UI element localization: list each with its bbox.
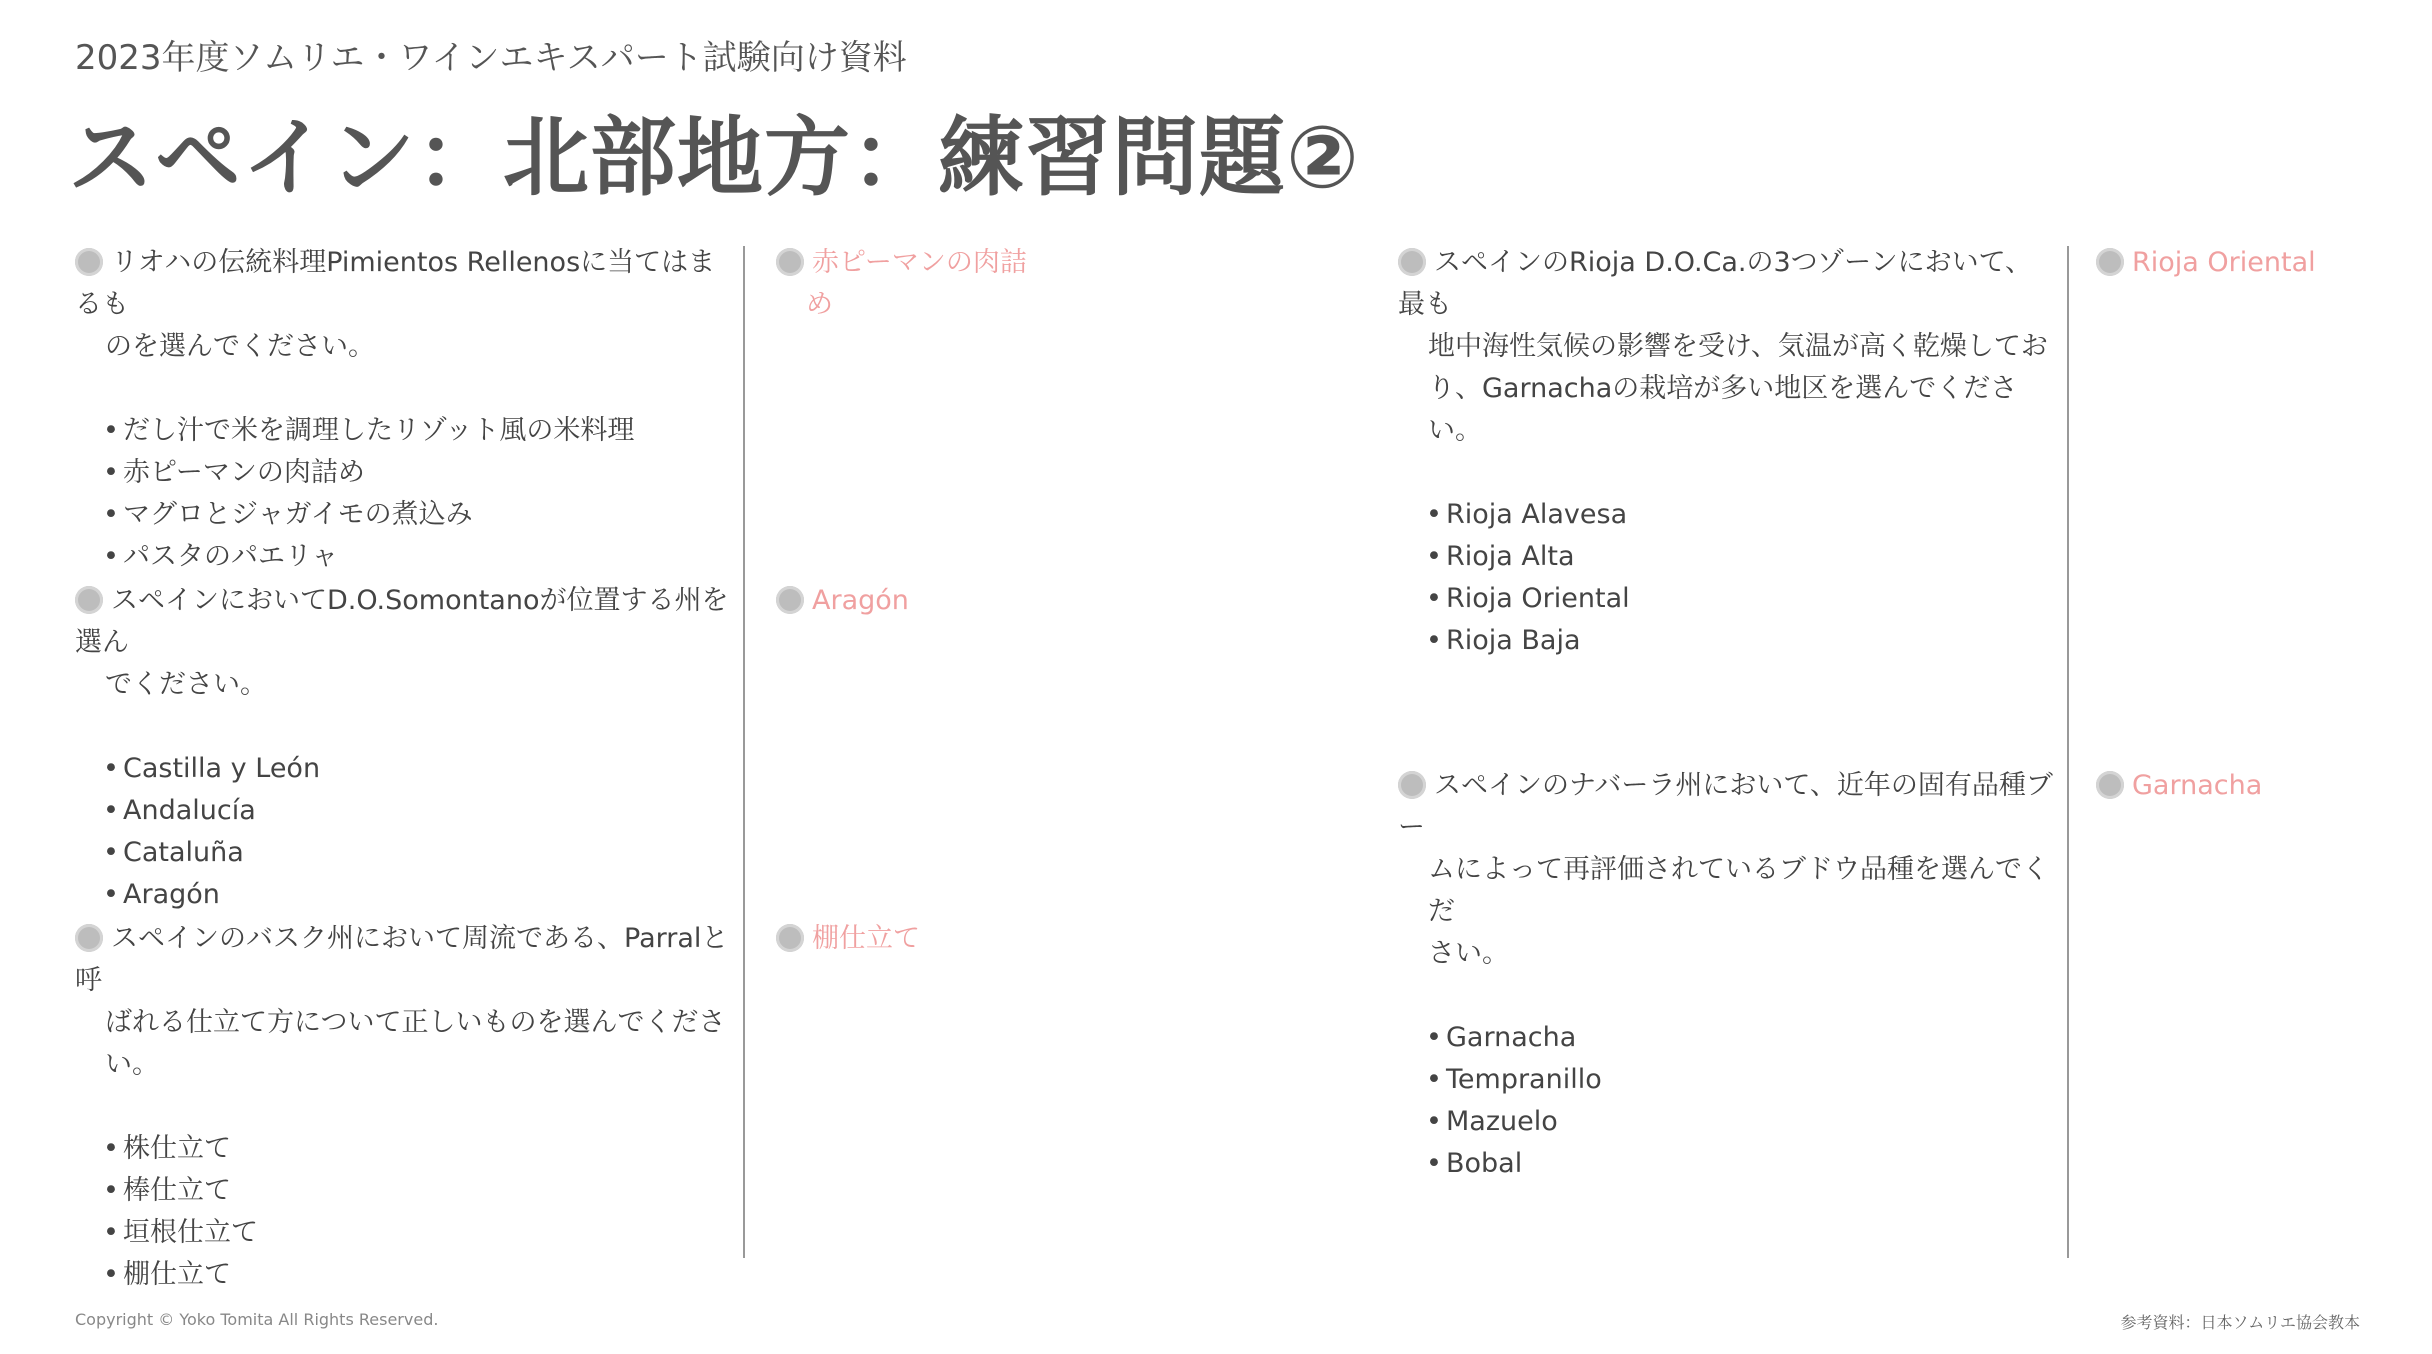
question-text-line: のを選んでください。 [105, 331, 375, 362]
option-item: • Rioja Oriental [1426, 578, 2058, 620]
option-list [75, 748, 735, 916]
question-text-line: スペインのRioja D.O.Ca.の3つゾーンにおいて、最も [1398, 247, 2033, 320]
bullet-dot-icon [1398, 771, 1426, 799]
bullet-dot-icon [75, 924, 103, 952]
answer-text: Garnacha [2132, 770, 2263, 801]
question-text-line: 地中海性気候の影響を受け、気温が高く乾燥してお [1428, 331, 2048, 362]
bullet-dot-icon [776, 924, 804, 952]
question-text-line: さい。 [1428, 938, 1509, 969]
column-divider-right [2067, 246, 2069, 1258]
question-text-line: リオハの伝統料理Pimientos Rellenosに当てはまるも [75, 247, 716, 320]
question-2 [75, 580, 735, 916]
bullet-dot-icon [2096, 248, 2124, 276]
option-item: • Mazuelo [1426, 1101, 2063, 1143]
answer-2 [776, 580, 1046, 622]
option-item: • Andalucía [103, 790, 735, 832]
answer-1 [776, 242, 1046, 326]
answer-text: 棚仕立て [812, 923, 920, 954]
option-item: • Rioja Baja [1426, 620, 2058, 662]
bullet-dot-icon [75, 586, 103, 614]
bullet-dot-icon [776, 248, 804, 276]
question-text-line: でください。 [105, 669, 267, 700]
option-item: • パスタのパエリャ [103, 536, 735, 578]
bullet-dot-icon [2096, 771, 2124, 799]
question-text-line: ムによって再評価されているブドウ品種を選んでくだ [1428, 854, 2049, 927]
question-text-line: スペインのナバーラ州において、近年の固有品種ブー [1398, 770, 2053, 843]
bullet-dot-icon [1398, 248, 1426, 276]
option-item: • だし汁で米を調理したリゾット風の米料理 [103, 410, 735, 452]
question-3 [75, 918, 735, 1296]
reference-note: 参考資料：日本ソムリエ協会教本 [2120, 1313, 2360, 1332]
option-list [75, 410, 735, 578]
option-item: • Rioja Alta [1426, 536, 2058, 578]
question-1 [75, 242, 735, 578]
answer-text: Rioja Oriental [2132, 247, 2316, 278]
option-item: • 赤ピーマンの肉詰め [103, 452, 735, 494]
option-item: • Bobal [1426, 1143, 2063, 1185]
question-5 [1398, 765, 2063, 1185]
question-text-line: り、Garnachaの栽培が多い地区を選んでください。 [1428, 373, 2018, 446]
option-item: • 垣根仕立て [103, 1212, 735, 1254]
option-item: • Tempranillo [1426, 1059, 2063, 1101]
column-divider-left [743, 246, 745, 1258]
option-item: • 棒仕立て [103, 1170, 735, 1212]
bullet-dot-icon [75, 248, 103, 276]
answer-5 [2096, 765, 2396, 807]
answer-4 [2096, 242, 2396, 284]
option-list [1398, 494, 2058, 662]
copyright: Copyright © Yoko Tomita All Rights Reserved. [75, 1310, 439, 1329]
page-title: スペイン：北部地方：練習問題② [68, 108, 1360, 208]
option-item: • マグロとジャガイモの煮込み [103, 494, 735, 536]
question-4 [1398, 242, 2058, 662]
question-text-line: スペインのバスク州において周流である、Parralと呼 [75, 923, 729, 996]
question-text-line: い。 [105, 1049, 159, 1080]
answer-3 [776, 918, 1046, 960]
question-text-line: スペインにおいてD.O.Somontanoが位置する州を選ん [75, 585, 729, 658]
option-item: • Garnacha [1426, 1017, 2063, 1059]
bullet-dot-icon [776, 586, 804, 614]
option-list [1398, 1017, 2063, 1185]
answer-text: Aragón [812, 585, 909, 616]
option-item: • Cataluña [103, 832, 735, 874]
option-item: • Rioja Alavesa [1426, 494, 2058, 536]
question-text-line: ばれる仕立て方について正しいものを選んでくださ [105, 1007, 726, 1038]
option-item: • 棚仕立て [103, 1254, 735, 1296]
option-item: • Castilla y León [103, 748, 735, 790]
answer-text: め [806, 289, 833, 320]
answer-text: 赤ピーマンの肉詰 [812, 247, 1027, 278]
option-item: • 株仕立て [103, 1128, 735, 1170]
option-item: • Aragón [103, 874, 735, 916]
option-list [75, 1128, 735, 1296]
subtitle: 2023年度ソムリエ・ワインエキスパート試験向け資料 [75, 38, 907, 78]
